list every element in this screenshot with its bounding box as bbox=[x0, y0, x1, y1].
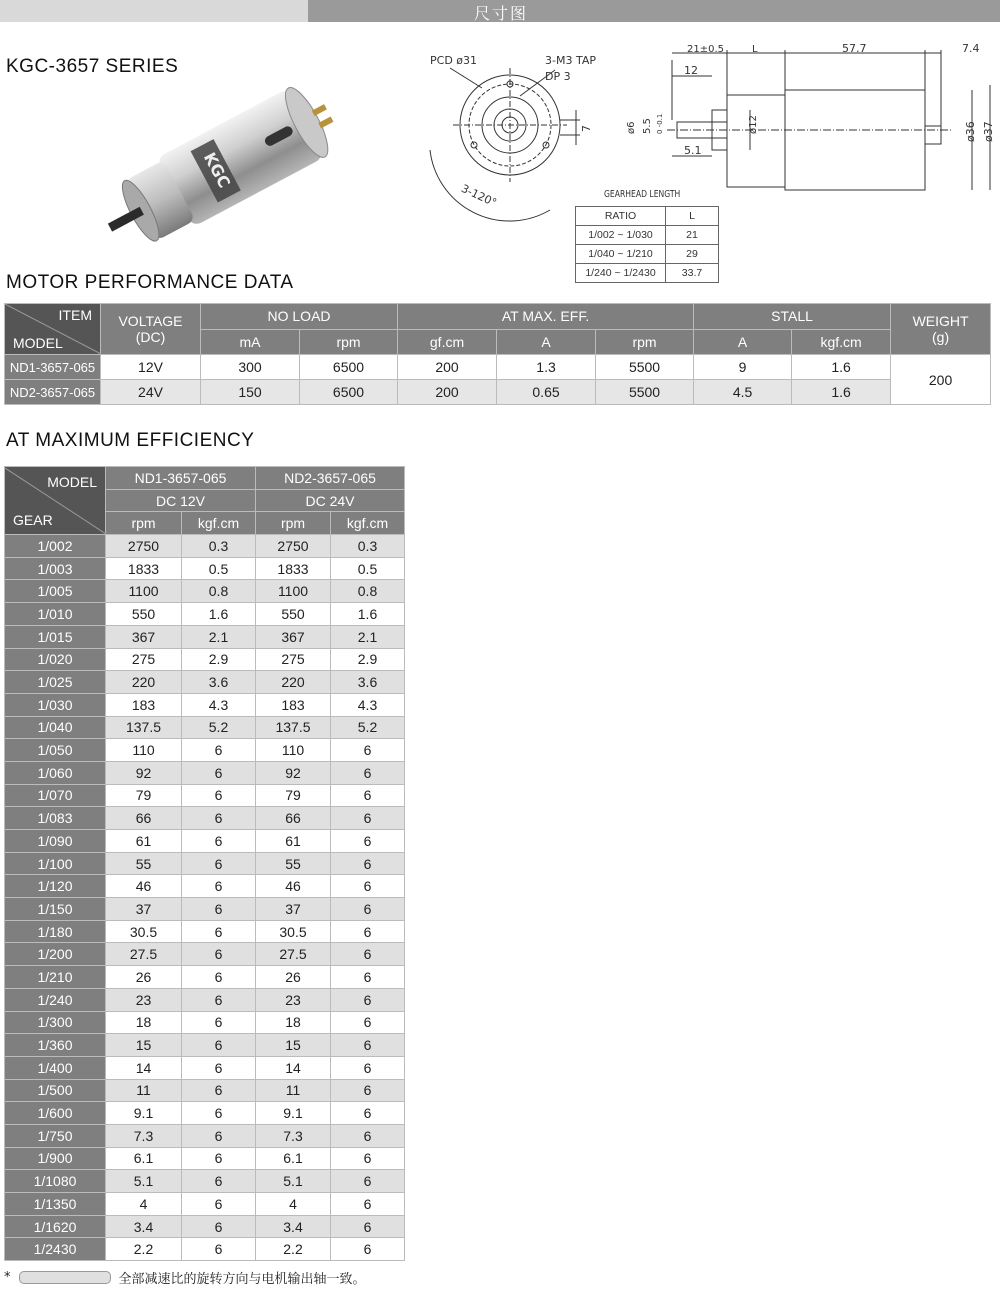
eff-rpm-1: 55 bbox=[106, 852, 182, 875]
eff-kgf-2: 6 bbox=[331, 920, 405, 943]
eff-rpm-2: 30.5 bbox=[256, 920, 331, 943]
eff-section-title: AT MAXIMUM EFFICIENCY bbox=[6, 430, 255, 451]
eff-rpm-2: 79 bbox=[256, 784, 331, 807]
eff-kgf-2: 6 bbox=[331, 1215, 405, 1238]
eff-voltage-2: DC 24V bbox=[256, 489, 405, 512]
flat-label: 7 bbox=[580, 125, 593, 132]
perf-unit: kgf.cm bbox=[792, 329, 891, 355]
eff-kgf-2: 6 bbox=[331, 1011, 405, 1034]
eff-rpm-1: 2750 bbox=[106, 535, 182, 558]
eff-kgf-2: 6 bbox=[331, 852, 405, 875]
eff-rpm-1: 1833 bbox=[106, 557, 182, 580]
eff-kgf-2: 3.6 bbox=[331, 671, 405, 694]
gearhead-l: 29 bbox=[666, 245, 719, 264]
eff-gear: 1/100 bbox=[5, 852, 106, 875]
dim-dia12: ø12 bbox=[748, 115, 759, 134]
eff-rpm-2: 46 bbox=[256, 875, 331, 898]
eff-rpm-2: 550 bbox=[256, 603, 331, 626]
eff-gear: 1/025 bbox=[5, 671, 106, 694]
eff-gear: 1/030 bbox=[5, 693, 106, 716]
eff-kgf-1: 6 bbox=[182, 875, 256, 898]
eff-rpm-2: 367 bbox=[256, 625, 331, 648]
perf-model: ND2-3657-065 bbox=[5, 380, 101, 405]
eff-kgf-2: 6 bbox=[331, 1124, 405, 1147]
eff-rpm-2: 26 bbox=[256, 966, 331, 989]
eff-kgf-1: 6 bbox=[182, 920, 256, 943]
eff-gear: 1/005 bbox=[5, 580, 106, 603]
header-title: 尺寸图 bbox=[473, 4, 528, 23]
perf-unit: A bbox=[694, 329, 792, 355]
eff-kgf-2: 6 bbox=[331, 830, 405, 853]
eff-kgf-1: 3.6 bbox=[182, 671, 256, 694]
perf-voltage-header bbox=[101, 304, 201, 355]
eff-kgf-1: 4.3 bbox=[182, 693, 256, 716]
eff-gear: 1/070 bbox=[5, 784, 106, 807]
eff-kgf-2: 6 bbox=[331, 1170, 405, 1193]
table-row bbox=[5, 807, 405, 830]
eff-rpm-1: 1100 bbox=[106, 580, 182, 603]
eff-gear: 1/210 bbox=[5, 966, 106, 989]
eff-gear: 1/600 bbox=[5, 1102, 106, 1125]
table-row bbox=[5, 898, 405, 921]
eff-rpm-2: 220 bbox=[256, 671, 331, 694]
eff-rpm-1: 550 bbox=[106, 603, 182, 626]
perf-me-a: 1.3 bbox=[497, 355, 596, 380]
table-row bbox=[5, 1011, 405, 1034]
dim-5-5: 5.5 bbox=[642, 118, 653, 134]
table-row bbox=[5, 920, 405, 943]
eff-rpm-2: 9.1 bbox=[256, 1102, 331, 1125]
gearhead-l: 33.7 bbox=[666, 264, 719, 283]
perf-unit: mA bbox=[201, 329, 300, 355]
eff-unit-rpm: rpm bbox=[106, 512, 182, 535]
eff-rpm-2: 7.3 bbox=[256, 1124, 331, 1147]
table-row bbox=[5, 1124, 405, 1147]
table-row bbox=[5, 625, 405, 648]
table-row bbox=[5, 739, 405, 762]
table-row bbox=[5, 1238, 405, 1261]
perf-nl-ma: 300 bbox=[201, 355, 300, 380]
eff-kgf-1: 6 bbox=[182, 1193, 256, 1216]
gearhead-ratio: 1/002 ~ 1/030 bbox=[576, 226, 666, 245]
eff-rpm-2: 137.5 bbox=[256, 716, 331, 739]
gearhead-head-l: L bbox=[666, 207, 719, 226]
eff-kgf-2: 6 bbox=[331, 807, 405, 830]
perf-voltage: 12V bbox=[101, 355, 201, 380]
perf-me-rpm: 5500 bbox=[596, 380, 694, 405]
dp-label: DP 3 bbox=[545, 70, 571, 83]
eff-rpm-1: 5.1 bbox=[106, 1170, 182, 1193]
eff-rpm-1: 4 bbox=[106, 1193, 182, 1216]
dim-l: L bbox=[752, 44, 758, 55]
eff-gear: 1/1350 bbox=[5, 1193, 106, 1216]
eff-kgf-2: 6 bbox=[331, 898, 405, 921]
eff-kgf-1: 0.3 bbox=[182, 535, 256, 558]
eff-gear-label: GEAR bbox=[13, 511, 53, 528]
perf-stall-header: STALL bbox=[694, 304, 891, 330]
perf-row bbox=[5, 380, 991, 405]
eff-kgf-1: 6 bbox=[182, 943, 256, 966]
eff-kgf-1: 6 bbox=[182, 1215, 256, 1238]
eff-kgf-2: 6 bbox=[331, 875, 405, 898]
eff-rpm-1: 9.1 bbox=[106, 1102, 182, 1125]
header-bar-left bbox=[0, 0, 308, 22]
eff-kgf-1: 6 bbox=[182, 1056, 256, 1079]
perf-item-label: ITEM bbox=[58, 307, 92, 323]
eff-kgf-2: 2.9 bbox=[331, 648, 405, 671]
eff-gear: 1/180 bbox=[5, 920, 106, 943]
table-row bbox=[5, 966, 405, 989]
eff-rpm-1: 23 bbox=[106, 988, 182, 1011]
eff-kgf-2: 6 bbox=[331, 1079, 405, 1102]
perf-me-a: 0.65 bbox=[497, 380, 596, 405]
footnote bbox=[4, 1268, 366, 1287]
eff-rpm-1: 183 bbox=[106, 693, 182, 716]
svg-text:KGC: KGC bbox=[199, 149, 235, 192]
eff-rpm-2: 61 bbox=[256, 830, 331, 853]
eff-gear: 1/500 bbox=[5, 1079, 106, 1102]
eff-kgf-1: 2.1 bbox=[182, 625, 256, 648]
gray-row-swatch bbox=[19, 1271, 111, 1284]
eff-kgf-1: 0.5 bbox=[182, 557, 256, 580]
series-title: KGC-3657 SERIES bbox=[6, 56, 179, 77]
eff-gear: 1/120 bbox=[5, 875, 106, 898]
eff-rpm-2: 110 bbox=[256, 739, 331, 762]
efficiency-table bbox=[4, 466, 405, 1261]
eff-gear: 1/050 bbox=[5, 739, 106, 762]
angle-label: 3-120° bbox=[459, 181, 499, 210]
eff-kgf-1: 6 bbox=[182, 988, 256, 1011]
gearhead-ratio: 1/240 ~ 1/2430 bbox=[576, 264, 666, 283]
eff-rpm-1: 79 bbox=[106, 784, 182, 807]
eff-unit-rpm: rpm bbox=[256, 512, 331, 535]
eff-rpm-2: 6.1 bbox=[256, 1147, 331, 1170]
table-row bbox=[5, 535, 405, 558]
table-row bbox=[5, 943, 405, 966]
eff-rpm-1: 6.1 bbox=[106, 1147, 182, 1170]
eff-rpm-2: 5.1 bbox=[256, 1170, 331, 1193]
eff-rpm-1: 3.4 bbox=[106, 1215, 182, 1238]
footnote-text: 全部减速比的旋转方向与电机输出轴一致。 bbox=[118, 1272, 366, 1287]
eff-kgf-2: 1.6 bbox=[331, 603, 405, 626]
eff-kgf-1: 6 bbox=[182, 898, 256, 921]
eff-rpm-1: 137.5 bbox=[106, 716, 182, 739]
eff-rpm-2: 66 bbox=[256, 807, 331, 830]
table-row bbox=[5, 875, 405, 898]
table-row bbox=[5, 830, 405, 853]
eff-kgf-2: 2.1 bbox=[331, 625, 405, 648]
dim-57-7: 57.7 bbox=[842, 42, 867, 55]
eff-model-1: ND1-3657-065 bbox=[106, 467, 256, 490]
eff-kgf-2: 6 bbox=[331, 784, 405, 807]
perf-g-label: (g) bbox=[932, 329, 950, 345]
eff-kgf-2: 6 bbox=[331, 761, 405, 784]
eff-unit-kgf: kgf.cm bbox=[331, 512, 405, 535]
eff-kgf-1: 6 bbox=[182, 1124, 256, 1147]
eff-rpm-2: 11 bbox=[256, 1079, 331, 1102]
perf-dc-label: (DC) bbox=[135, 329, 166, 345]
eff-kgf-1: 2.9 bbox=[182, 648, 256, 671]
gearhead-ratio: 1/040 ~ 1/210 bbox=[576, 245, 666, 264]
eff-kgf-2: 6 bbox=[331, 1102, 405, 1125]
dim-12: 12 bbox=[684, 64, 698, 77]
eff-kgf-1: 6 bbox=[182, 1238, 256, 1261]
perf-weight-header bbox=[891, 304, 991, 355]
dim-7-4: 7.4 bbox=[962, 42, 980, 55]
eff-gear: 1/1620 bbox=[5, 1215, 106, 1238]
eff-rpm-1: 220 bbox=[106, 671, 182, 694]
eff-rpm-2: 1100 bbox=[256, 580, 331, 603]
eff-rpm-1: 14 bbox=[106, 1056, 182, 1079]
eff-rpm-1: 30.5 bbox=[106, 920, 182, 943]
perf-model: ND1-3657-065 bbox=[5, 355, 101, 380]
eff-gear: 1/150 bbox=[5, 898, 106, 921]
eff-kgf-1: 6 bbox=[182, 807, 256, 830]
footnote-star: * bbox=[4, 1270, 11, 1285]
eff-rpm-1: 2.2 bbox=[106, 1238, 182, 1261]
eff-rpm-2: 3.4 bbox=[256, 1215, 331, 1238]
table-row bbox=[5, 603, 405, 626]
gearhead-header-row bbox=[576, 207, 719, 226]
eff-rpm-2: 2.2 bbox=[256, 1238, 331, 1261]
table-row bbox=[5, 1034, 405, 1057]
eff-kgf-1: 6 bbox=[182, 1011, 256, 1034]
dim-21: 21±0.5 bbox=[687, 44, 725, 55]
eff-rpm-2: 14 bbox=[256, 1056, 331, 1079]
table-row bbox=[5, 1170, 405, 1193]
perf-maxeff-header: AT MAX. EFF. bbox=[398, 304, 694, 330]
perf-me-gf: 200 bbox=[398, 355, 497, 380]
eff-rpm-2: 275 bbox=[256, 648, 331, 671]
eff-gear: 1/083 bbox=[5, 807, 106, 830]
eff-rpm-1: 92 bbox=[106, 761, 182, 784]
eff-rpm-1: 27.5 bbox=[106, 943, 182, 966]
eff-gear: 1/1080 bbox=[5, 1170, 106, 1193]
pcd-label: PCD ø31 bbox=[430, 54, 478, 67]
perf-model-label: MODEL bbox=[13, 335, 63, 351]
perf-unit: gf.cm bbox=[398, 329, 497, 355]
gearhead-row bbox=[576, 226, 719, 245]
motor-photo bbox=[90, 82, 360, 252]
perf-unit: rpm bbox=[300, 329, 398, 355]
eff-model-label: MODEL bbox=[47, 473, 97, 490]
eff-kgf-1: 6 bbox=[182, 966, 256, 989]
table-row bbox=[5, 671, 405, 694]
eff-kgf-2: 0.8 bbox=[331, 580, 405, 603]
perf-unit: A bbox=[497, 329, 596, 355]
eff-kgf-1: 5.2 bbox=[182, 716, 256, 739]
table-row bbox=[5, 852, 405, 875]
perf-st-kgf: 1.6 bbox=[792, 380, 891, 405]
eff-gear: 1/900 bbox=[5, 1147, 106, 1170]
eff-rpm-1: 110 bbox=[106, 739, 182, 762]
eff-rpm-2: 4 bbox=[256, 1193, 331, 1216]
eff-rpm-2: 55 bbox=[256, 852, 331, 875]
perf-weight-value: 200 bbox=[891, 355, 991, 405]
eff-corner-cell bbox=[5, 467, 106, 535]
eff-kgf-2: 6 bbox=[331, 1193, 405, 1216]
perf-st-kgf: 1.6 bbox=[792, 355, 891, 380]
table-row bbox=[5, 557, 405, 580]
eff-kgf-1: 6 bbox=[182, 1034, 256, 1057]
eff-voltage-1: DC 12V bbox=[106, 489, 256, 512]
eff-rpm-2: 183 bbox=[256, 693, 331, 716]
gearhead-head-ratio: RATIO bbox=[576, 207, 666, 226]
table-row bbox=[5, 1079, 405, 1102]
dim-dia36: ø36 bbox=[964, 121, 977, 142]
eff-rpm-1: 18 bbox=[106, 1011, 182, 1034]
perf-unit: rpm bbox=[596, 329, 694, 355]
perf-nl-rpm: 6500 bbox=[300, 380, 398, 405]
table-row bbox=[5, 1193, 405, 1216]
perf-corner-cell bbox=[5, 304, 101, 355]
perf-nl-ma: 150 bbox=[201, 380, 300, 405]
gearhead-row bbox=[576, 245, 719, 264]
eff-rpm-2: 23 bbox=[256, 988, 331, 1011]
dim-dia37: ø37 bbox=[982, 121, 995, 142]
table-row bbox=[5, 988, 405, 1011]
eff-rpm-1: 275 bbox=[106, 648, 182, 671]
eff-gear: 1/200 bbox=[5, 943, 106, 966]
tap-label: 3-M3 TAP bbox=[545, 54, 596, 67]
perf-weight-label: WEIGHT bbox=[912, 313, 969, 329]
table-row bbox=[5, 716, 405, 739]
table-row bbox=[5, 1102, 405, 1125]
eff-kgf-2: 0.3 bbox=[331, 535, 405, 558]
table-row bbox=[5, 1056, 405, 1079]
eff-kgf-2: 6 bbox=[331, 1056, 405, 1079]
dim-5-1: 5.1 bbox=[684, 144, 702, 157]
table-row bbox=[5, 1215, 405, 1238]
eff-rpm-1: 7.3 bbox=[106, 1124, 182, 1147]
side-view-drawing bbox=[612, 40, 1000, 200]
eff-kgf-2: 6 bbox=[331, 1238, 405, 1261]
eff-gear: 1/240 bbox=[5, 988, 106, 1011]
eff-rpm-2: 92 bbox=[256, 761, 331, 784]
dim-dia6: ø6 bbox=[626, 121, 637, 134]
eff-kgf-2: 5.2 bbox=[331, 716, 405, 739]
eff-gear: 1/040 bbox=[5, 716, 106, 739]
eff-rpm-2: 18 bbox=[256, 1011, 331, 1034]
eff-kgf-2: 6 bbox=[331, 739, 405, 762]
eff-kgf-1: 0.8 bbox=[182, 580, 256, 603]
table-row bbox=[5, 761, 405, 784]
eff-rpm-2: 2750 bbox=[256, 535, 331, 558]
eff-rpm-1: 26 bbox=[106, 966, 182, 989]
eff-kgf-1: 6 bbox=[182, 784, 256, 807]
eff-kgf-2: 6 bbox=[331, 943, 405, 966]
front-view-drawing bbox=[420, 40, 600, 240]
eff-gear: 1/2430 bbox=[5, 1238, 106, 1261]
eff-table-body bbox=[5, 535, 405, 1261]
eff-model-2: ND2-3657-065 bbox=[256, 467, 405, 490]
eff-kgf-1: 6 bbox=[182, 1170, 256, 1193]
eff-unit-kgf: kgf.cm bbox=[182, 512, 256, 535]
eff-kgf-1: 1.6 bbox=[182, 603, 256, 626]
eff-kgf-1: 6 bbox=[182, 1102, 256, 1125]
eff-gear: 1/750 bbox=[5, 1124, 106, 1147]
eff-gear: 1/003 bbox=[5, 557, 106, 580]
eff-kgf-1: 6 bbox=[182, 739, 256, 762]
eff-kgf-2: 6 bbox=[331, 1147, 405, 1170]
header-bar bbox=[0, 0, 1000, 22]
perf-st-a: 4.5 bbox=[694, 380, 792, 405]
eff-gear: 1/020 bbox=[5, 648, 106, 671]
perf-row bbox=[5, 355, 991, 380]
eff-kgf-1: 6 bbox=[182, 830, 256, 853]
eff-gear: 1/360 bbox=[5, 1034, 106, 1057]
eff-gear: 1/010 bbox=[5, 603, 106, 626]
eff-kgf-2: 6 bbox=[331, 988, 405, 1011]
eff-rpm-1: 66 bbox=[106, 807, 182, 830]
perf-me-gf: 200 bbox=[398, 380, 497, 405]
perf-me-rpm: 5500 bbox=[596, 355, 694, 380]
dim-tol: 0 -0.1 bbox=[656, 113, 664, 134]
eff-gear: 1/400 bbox=[5, 1056, 106, 1079]
gearhead-caption: GEARHEAD LENGTH bbox=[604, 189, 681, 200]
eff-kgf-1: 6 bbox=[182, 1079, 256, 1102]
eff-rpm-2: 37 bbox=[256, 898, 331, 921]
eff-kgf-2: 4.3 bbox=[331, 693, 405, 716]
table-row bbox=[5, 648, 405, 671]
perf-header-row-1 bbox=[5, 304, 991, 330]
eff-gear: 1/300 bbox=[5, 1011, 106, 1034]
perf-nl-rpm: 6500 bbox=[300, 355, 398, 380]
eff-rpm-1: 15 bbox=[106, 1034, 182, 1057]
gearhead-length-table bbox=[575, 206, 719, 283]
perf-voltage-label: VOLTAGE bbox=[118, 313, 183, 329]
eff-rpm-1: 367 bbox=[106, 625, 182, 648]
table-row bbox=[5, 580, 405, 603]
perf-st-a: 9 bbox=[694, 355, 792, 380]
eff-rpm-1: 11 bbox=[106, 1079, 182, 1102]
eff-gear: 1/060 bbox=[5, 761, 106, 784]
table-row bbox=[5, 784, 405, 807]
perf-section-title: MOTOR PERFORMANCE DATA bbox=[6, 272, 294, 293]
table-row bbox=[5, 693, 405, 716]
eff-kgf-2: 6 bbox=[331, 966, 405, 989]
eff-gear: 1/090 bbox=[5, 830, 106, 853]
eff-kgf-2: 0.5 bbox=[331, 557, 405, 580]
eff-rpm-2: 15 bbox=[256, 1034, 331, 1057]
performance-table bbox=[4, 303, 991, 405]
perf-noload-header: NO LOAD bbox=[201, 304, 398, 330]
eff-kgf-1: 6 bbox=[182, 852, 256, 875]
eff-rpm-1: 61 bbox=[106, 830, 182, 853]
table-row bbox=[5, 1147, 405, 1170]
eff-header-row-1 bbox=[5, 467, 405, 490]
gearhead-l: 21 bbox=[666, 226, 719, 245]
eff-rpm-2: 1833 bbox=[256, 557, 331, 580]
perf-voltage: 24V bbox=[101, 380, 201, 405]
eff-kgf-1: 6 bbox=[182, 1147, 256, 1170]
eff-gear: 1/002 bbox=[5, 535, 106, 558]
eff-rpm-1: 46 bbox=[106, 875, 182, 898]
eff-gear: 1/015 bbox=[5, 625, 106, 648]
eff-kgf-2: 6 bbox=[331, 1034, 405, 1057]
eff-rpm-2: 27.5 bbox=[256, 943, 331, 966]
eff-rpm-1: 37 bbox=[106, 898, 182, 921]
eff-kgf-1: 6 bbox=[182, 761, 256, 784]
gearhead-row bbox=[576, 264, 719, 283]
